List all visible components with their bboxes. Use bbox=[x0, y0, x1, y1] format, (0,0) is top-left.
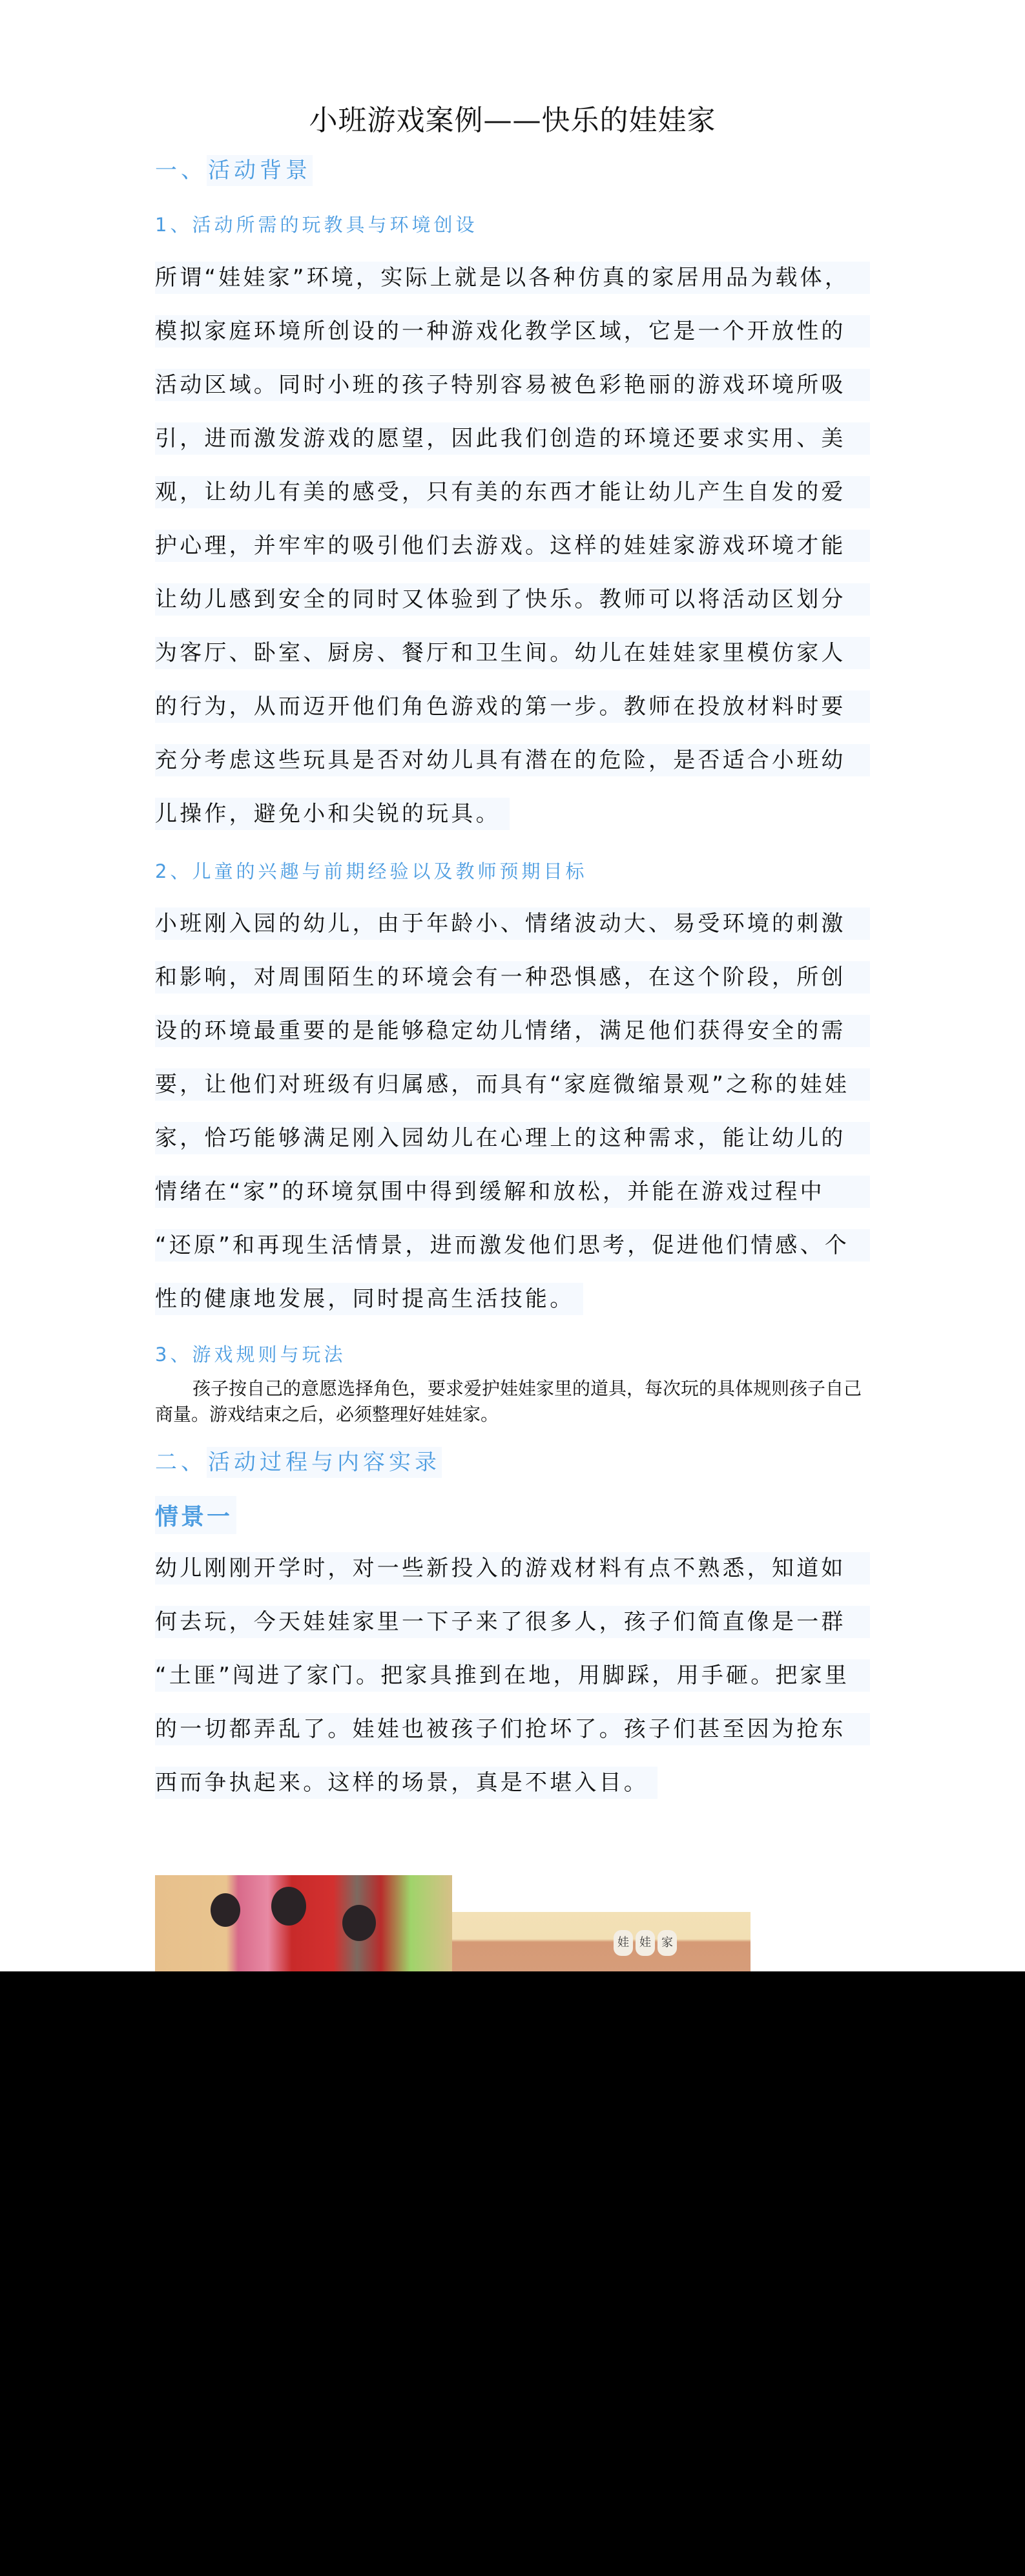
subsection-heading-materials: 1、活动所需的玩教具与环境创设 bbox=[155, 214, 478, 236]
blank-black-area bbox=[0, 1971, 1025, 2576]
section-heading-prefix: 二、 bbox=[155, 1449, 207, 1475]
text-line: 让幼儿感到安全的同时又体验到了快乐。教师可以将活动区划分 bbox=[155, 583, 870, 616]
text-line: 要，让他们对班级有归属感，而具有“家庭微缩景观”之称的娃娃 bbox=[155, 1068, 870, 1101]
text-line: 性的健康地发展，同时提高生活技能。 bbox=[155, 1283, 583, 1315]
sign-char: 家 bbox=[657, 1930, 677, 1956]
text-line: 和影响，对周围陌生的环境会有一种恐惧感，在这个阶段，所创 bbox=[155, 961, 870, 993]
paragraph-scene-one bbox=[155, 1552, 870, 1823]
text-line: 家，恰巧能够满足刚入园幼儿在心理上的这种需求，能让幼儿的 bbox=[155, 1122, 870, 1154]
text-line: 所谓“娃娃家”环境，实际上就是以各种仿真的家居用品为载体， bbox=[155, 262, 870, 294]
text-line: 的一切都弄乱了。娃娃也被孩子们抢坏了。孩子们甚至因为抢东 bbox=[155, 1713, 870, 1745]
document-title: 小班游戏案例——快乐的娃娃家 bbox=[309, 104, 716, 137]
text-line: 观，让幼儿有美的感受，只有美的东西才能让幼儿产生自发的爱 bbox=[155, 476, 870, 508]
sign-char: 娃 bbox=[614, 1930, 633, 1956]
child-head-shape bbox=[271, 1887, 306, 1926]
text-line: 儿操作，避免小和尖锐的玩具。 bbox=[155, 798, 510, 830]
text-line: 护心理，并牢牢的吸引他们去游戏。这样的娃娃家游戏环境才能 bbox=[155, 530, 870, 562]
text-line: 情绪在“家”的环境氛围中得到缓解和放松，并能在游戏过程中 bbox=[155, 1176, 870, 1208]
text-line: 的行为，从而迈开他们角色游戏的第一步。教师在投放材料时要 bbox=[155, 691, 870, 723]
text-line: 小班刚入园的幼儿，由于年龄小、情绪波动大、易受环境的刺激 bbox=[155, 908, 870, 940]
subsection-heading-interests: 2、儿童的兴趣与前期经验以及教师预期目标 bbox=[155, 860, 588, 882]
text-line: 充分考虑这些玩具是否对幼儿具有潜在的危险，是否适合小班幼 bbox=[155, 744, 870, 776]
paragraph-interests bbox=[155, 908, 870, 1339]
text-line: 活动区域。同时小班的孩子特别容易被色彩艳丽的游戏环境所吸 bbox=[155, 369, 870, 401]
scene-heading: 情景一 bbox=[155, 1496, 236, 1534]
text-line: 幼儿刚刚开学时，对一些新投入的游戏材料有点不熟悉，知道如 bbox=[155, 1552, 870, 1584]
text-line: “还原”和再现生活情景，进而激发他们思考，促进他们情感、个 bbox=[155, 1229, 870, 1262]
text-line: 西而争执起来。这样的场景，真是不堪入目。 bbox=[155, 1767, 657, 1799]
sign-char: 娃 bbox=[636, 1930, 655, 1956]
text-line: 引，进而激发游戏的愿望，因此我们创造的环境还要求实用、美 bbox=[155, 422, 870, 455]
subsection-heading-rules: 3、游戏规则与玩法 bbox=[155, 1344, 346, 1366]
rules-text: 孩子按自己的意愿选择角色，要求爱护娃娃家里的道具，每次玩的具体规则孩子自己商量。游戏结束之后，必须整理好娃娃家。 bbox=[155, 1378, 862, 1425]
section-heading-text: 活动过程与内容实录 bbox=[207, 1447, 442, 1478]
paragraph-rules bbox=[155, 1376, 870, 1428]
text-line: 模拟家庭环境所创设的一种游戏化教学区域，它是一个开放性的 bbox=[155, 315, 870, 348]
section-heading-prefix: 一、 bbox=[155, 158, 207, 183]
text-line: 设的环境最重要的是能够稳定幼儿情绪，满足他们获得安全的需 bbox=[155, 1015, 870, 1047]
photo-doll-house-corner bbox=[452, 1912, 751, 1972]
section-heading-text: 活动背景 bbox=[207, 155, 313, 186]
text-line: 何去玩，今天娃娃家里一下子来了很多人，孩子们简直像是一群 bbox=[155, 1606, 870, 1638]
section-heading-process bbox=[155, 1444, 442, 1476]
section-heading-background bbox=[155, 152, 313, 184]
child-head-shape bbox=[342, 1905, 376, 1941]
text-line: “土匪”闯进了家门。把家具推到在地，用脚踩，用手砸。把家里 bbox=[155, 1659, 870, 1692]
photo-children-playing bbox=[155, 1875, 452, 1972]
paragraph-materials bbox=[155, 262, 870, 854]
child-head-shape bbox=[211, 1893, 240, 1927]
text-line: 为客厅、卧室、厨房、餐厅和卫生间。幼儿在娃娃家里模仿家人 bbox=[155, 637, 870, 669]
